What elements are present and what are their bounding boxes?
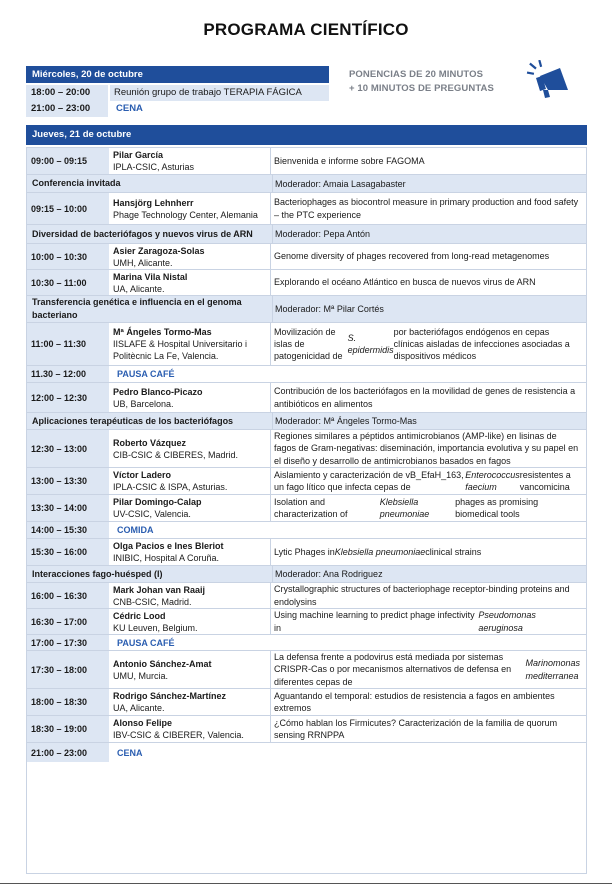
speaker-cell <box>111 270 273 295</box>
time-cell: 18:00 – 18:30 <box>27 689 109 715</box>
speaker-affiliation: UMH, Alicante. <box>113 257 173 268</box>
section-moderator: Moderador: Mª Ángeles Tormo-Mas <box>272 413 586 429</box>
speaker-name: Pilar García <box>113 150 164 160</box>
talk-row <box>27 608 586 634</box>
time-cell: 09:15 – 10:00 <box>27 193 109 224</box>
speaker-cell <box>111 716 273 742</box>
event-text: Reunión grupo de trabajo TERAPIA FÁGICA <box>110 85 329 101</box>
speaker-affiliation: UA, Alicante. <box>113 703 165 713</box>
ponencias-note <box>349 68 529 95</box>
column-divider <box>270 716 271 742</box>
speaker-cell <box>111 651 273 688</box>
speaker-cell <box>111 468 273 494</box>
section-moderator: Moderador: Ana Rodriguez <box>272 566 586 582</box>
column-divider <box>270 430 271 467</box>
talk-row <box>27 429 586 467</box>
talk-topic: Genome diversity of phages recovered from long-read metagenomes <box>274 251 550 262</box>
talk-row <box>27 650 586 688</box>
section-header <box>27 295 586 322</box>
speaker-cell <box>111 323 273 365</box>
section-header <box>27 412 586 429</box>
speaker-name: Hansjörg Lehnherr <box>113 197 194 208</box>
time-cell: 14:00 – 15:30 <box>27 522 109 538</box>
speaker-affiliation: IPLA-CSIC, Asturias <box>113 162 195 172</box>
break-label: COMIDA <box>117 525 154 535</box>
speaker-affiliation: UV-CSIC, Valencia. <box>113 509 191 519</box>
speaker-affiliation: IPLA-CSIC & ISPA, Asturias. <box>113 482 228 492</box>
column-divider <box>270 539 271 565</box>
speaker-cell <box>111 148 273 174</box>
time-cell: 12:30 – 13:00 <box>27 430 109 467</box>
speaker-affiliation: Phage Technology Center, Alemania <box>113 209 258 220</box>
time-cell: 21:00 – 23:00 <box>27 743 109 762</box>
speaker-cell <box>111 539 273 565</box>
section-title: Conferencia invitada <box>32 178 121 188</box>
column-divider <box>270 583 271 608</box>
speaker-affiliation: UMU, Murcia. <box>113 670 169 681</box>
talk-topic: Bienvenida e informe sobre FAGOMA <box>274 155 425 166</box>
speaker-cell <box>111 383 273 412</box>
talk-topic: Movilización de islas de patogenicidad de S. epidermidis por bacteriófagos endógenos en cepas clínicas aisladas de infecciones asociadas a dispositivos médicos <box>274 326 570 362</box>
speaker-affiliation: IISLAFE & Hospital Universitario i Politècnic La Fe, Valencia. <box>113 339 248 361</box>
speaker-affiliation: KU Leuven, Belgium. <box>113 622 198 633</box>
speaker-cell <box>111 430 273 467</box>
break-label: CENA <box>117 747 143 758</box>
speaker-name: Pedro Blanco-Picazo <box>113 386 203 397</box>
talk-topic: Using machine learning to predict phage infectivity in Pseudomonas aeruginosa <box>274 610 536 633</box>
section-moderator: Moderador: Mª Pilar Cortés <box>272 296 586 322</box>
talk-topic: Regiones similares a péptidos antimicrobianos (AMP-like) en lisinas de fagos de Gram-negativas: diseminación, importancia evolutiva y su papel en el diseño y desarrollo de antimicrobianos basados en fagos <box>274 431 579 466</box>
speaker-name: Víctor Ladero <box>113 470 172 480</box>
section-header <box>27 565 586 582</box>
talk-topic: Isolation and characterization of Klebsiella pneumoniae phages as promising biomedical tools <box>274 496 539 519</box>
column-divider <box>270 609 271 634</box>
page-title: PROGRAMA CIENTÍFICO <box>203 20 409 39</box>
wednesday-row <box>26 101 329 117</box>
time-cell: 18:30 – 19:00 <box>27 716 109 742</box>
break-row <box>27 634 586 650</box>
event-text: CENA <box>116 103 143 114</box>
speaker-cell <box>111 495 273 521</box>
column-divider <box>270 323 271 365</box>
talk-topic: Bacteriophages as biocontrol measure in primary production and food safety – the PTC experience <box>274 197 579 220</box>
break-row <box>27 742 586 762</box>
time-cell: 12:00 – 12:30 <box>27 383 109 412</box>
talk-row <box>27 243 586 269</box>
thursday-schedule-table <box>26 147 587 874</box>
talk-topic: Contribución de los bacteriófagos en la movilidad de genes de resistencia a antibióticos en alimentos <box>274 386 576 409</box>
day-header-wednesday: Miércoles, 20 de octubre <box>26 66 329 83</box>
time-cell: 10:00 – 10:30 <box>27 244 109 269</box>
speaker-name: Roberto Vázquez <box>113 437 187 448</box>
talk-row <box>27 382 586 412</box>
talk-topic: Explorando el océano Atlántico en busca de nuevos virus de ARN <box>274 277 536 288</box>
speaker-affiliation: CNB-CSIC, Madrid. <box>113 596 192 607</box>
talk-row <box>27 494 586 521</box>
section-header <box>27 224 586 243</box>
speaker-name: Mark Johan van Raaij <box>113 584 206 595</box>
speaker-cell <box>111 609 273 634</box>
section-moderator: Moderador: Amaia Lasagabaster <box>272 175 586 192</box>
talk-topic: La defensa frente a podovirus está mediada por sistemas CRISPR-Cas o por mecanismos alternativos de defensa en diferentes cepas de Marinomonas mediterranea <box>274 652 580 687</box>
talk-row <box>27 192 586 224</box>
speaker-name: Pilar Domingo-Calap <box>113 497 202 507</box>
break-label: PAUSA CAFÉ <box>117 637 175 648</box>
wednesday-row <box>26 85 329 101</box>
talk-row <box>27 322 586 365</box>
talk-row <box>27 538 586 565</box>
section-moderator: Moderador: Pepa Antón <box>272 225 586 243</box>
ponencias-line-1: PONENCIAS DE 20 MINUTOS <box>349 69 484 80</box>
speaker-cell <box>111 689 273 715</box>
day-header-thursday: Jueves, 21 de octubre <box>26 125 587 145</box>
column-divider <box>270 468 271 494</box>
break-label: PAUSA CAFÉ <box>117 369 175 379</box>
talk-topic: ¿Cómo hablan los Firmicutes? Caracterización de la familia de quorum sensing RRNPPA <box>274 717 558 740</box>
time-cell: 13:00 – 13:30 <box>27 468 109 494</box>
talk-row <box>27 715 586 742</box>
speaker-name: Asier Zaragoza-Solas <box>113 245 205 256</box>
time-cell: 16:30 – 17:00 <box>27 609 109 634</box>
page-bottom-rule <box>0 883 612 884</box>
speaker-name: Alonso Felipe <box>113 718 173 728</box>
speaker-affiliation: INIBIC, Hospital A Coruña. <box>113 553 220 563</box>
talk-topic: Lytic Phages in Klebsiella pneumoniae clinical strains <box>274 546 482 557</box>
speaker-name: Cédric Lood <box>113 610 166 621</box>
talk-topic: Aguantando el temporal: estudios de resistencia a fagos en ambientes extremos <box>274 690 555 713</box>
time-cell: 11:00 – 11:30 <box>27 323 109 365</box>
talk-row <box>27 467 586 494</box>
column-divider <box>270 270 271 295</box>
section-title: Diversidad de bacteriófagos y nuevos virus de ARN <box>32 228 253 239</box>
section-title: Interacciones fago-huésped (I) <box>32 568 163 579</box>
talk-row <box>27 688 586 715</box>
speaker-name: Marina Vila Nistal <box>113 271 188 282</box>
speaker-affiliation: IBV-CSIC & CIBERER, Valencia. <box>113 730 244 740</box>
column-divider <box>270 383 271 412</box>
ponencias-line-2: + 10 MINUTOS DE PREGUNTAS <box>349 82 494 94</box>
time-cell: 16:00 – 16:30 <box>27 583 109 608</box>
column-divider <box>270 689 271 715</box>
speaker-affiliation: CIB-CSIC & CIBERES, Madrid. <box>113 449 239 460</box>
time-cell: 10:30 – 11:00 <box>27 270 109 295</box>
column-divider <box>270 193 271 224</box>
speaker-cell <box>111 244 273 269</box>
time-cell: 09:00 – 09:15 <box>27 148 109 174</box>
speaker-name: Rodrigo Sánchez-Martínez <box>113 691 227 701</box>
time-cell: 15:30 – 16:00 <box>27 539 109 565</box>
time-cell: 21:00 – 23:00 <box>26 101 108 117</box>
talk-row <box>27 148 586 174</box>
talk-topic: Aislamiento y caracterización de vB_EfaH_163, un fago lítico que infecta cepas de Enterococcus faecium resistentes a vancomicina <box>274 469 571 492</box>
time-cell: 17:30 – 18:00 <box>27 651 109 688</box>
column-divider <box>270 244 271 269</box>
speaker-name: Olga Pacios e Ines Bleriot <box>113 541 224 551</box>
speaker-affiliation: UA, Alicante. <box>113 283 165 294</box>
time-cell: 13:30 – 14:00 <box>27 495 109 521</box>
time-cell: 18:00 – 20:00 <box>26 85 108 101</box>
speaker-cell <box>111 583 273 608</box>
speaker-name: Antonio Sánchez-Amat <box>113 658 212 669</box>
speaker-cell <box>111 193 273 224</box>
column-divider <box>270 495 271 521</box>
time-cell: 11.30 – 12:00 <box>27 366 109 382</box>
section-title: Aplicaciones terapéuticas de los bacteriófagos <box>32 415 234 426</box>
megaphone-icon <box>526 60 578 100</box>
column-divider <box>270 651 271 688</box>
speaker-name: Mª Ángeles Tormo-Mas <box>113 327 212 337</box>
speaker-affiliation: UB, Barcelona. <box>113 398 174 409</box>
talk-row <box>27 269 586 295</box>
column-divider <box>270 148 271 174</box>
talk-row <box>27 582 586 608</box>
break-row <box>27 365 586 382</box>
section-title: Transferencia genética e influencia en el genoma bacteriano <box>32 297 242 320</box>
time-cell: 17:00 – 17:30 <box>27 635 109 650</box>
break-row <box>27 521 586 538</box>
section-header <box>27 174 586 192</box>
talk-topic: Crystallographic structures of bacteriophage receptor-binding proteins and endolysins <box>274 584 570 607</box>
